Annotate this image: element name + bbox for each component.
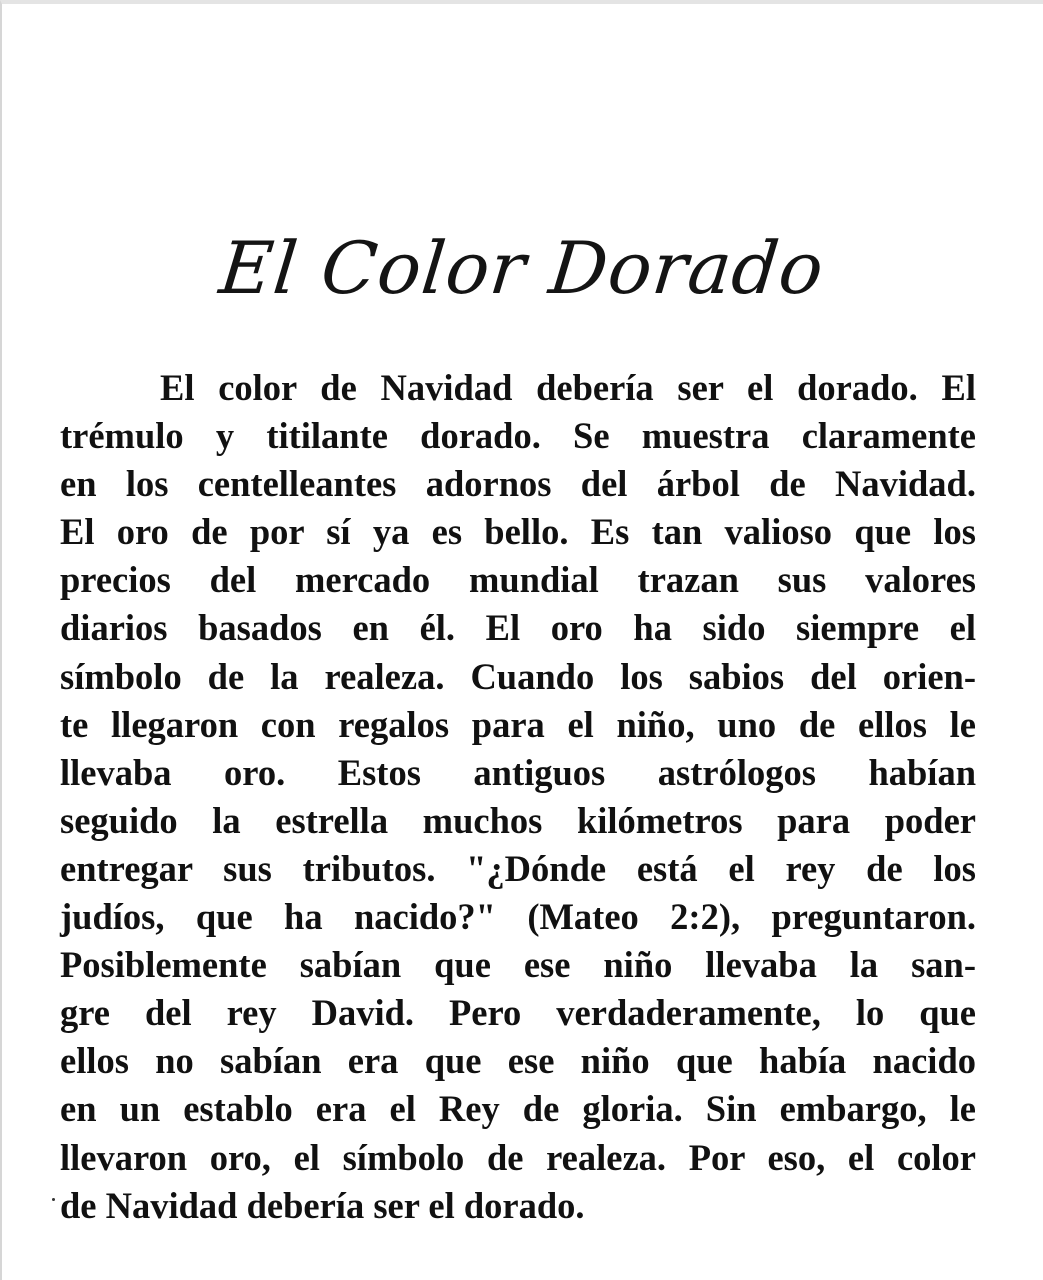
scan-speck [52, 1198, 55, 1201]
text-line: diarios basados en él. El oro ha sido siempre el [60, 607, 976, 649]
text-line: llevaba oro. Estos antiguos astrólogos habían [60, 751, 976, 793]
text-line: gre del rey David. Pero verdaderamente, lo que [60, 992, 976, 1034]
text-line: El color de Navidad debería ser el dorado. El [160, 367, 976, 408]
page-title: El Color Dorado [215, 226, 829, 310]
text-line: trémulo y titilante dorado. Se muestra claramente [60, 415, 976, 457]
text-line: judíos, que ha nacido?" (Mateo 2:2), preguntaron. [60, 896, 976, 938]
text-line: en un establo era el Rey de gloria. Sin embargo, le [60, 1088, 976, 1130]
text-line: Posiblemente sabían que ese niño llevaba la san- [60, 944, 976, 986]
text-line: en los centelleantes adornos del árbol de Navidad. [60, 463, 976, 505]
text-line: precios del mercado mundial trazan sus valores [60, 559, 976, 601]
text-line: de Navidad debería ser el dorado. [60, 1184, 585, 1226]
text-line: entregar sus tributos. "¿Dónde está el rey de los [60, 847, 976, 889]
text-line: llevaron oro, el símbolo de realeza. Por eso, el color [60, 1136, 976, 1178]
body-paragraph [60, 364, 976, 1230]
text-line: ellos no sabían era que ese niño que había nacido [60, 1040, 976, 1082]
text-line: seguido la estrella muchos kilómetros para poder [60, 799, 976, 841]
text-line: El oro de por sí ya es bello. Es tan valioso que los [60, 511, 976, 553]
text-line: símbolo de la realeza. Cuando los sabios del orien- [60, 655, 976, 697]
text-line: te llegaron con regalos para el niño, uno de ellos le [60, 703, 976, 745]
